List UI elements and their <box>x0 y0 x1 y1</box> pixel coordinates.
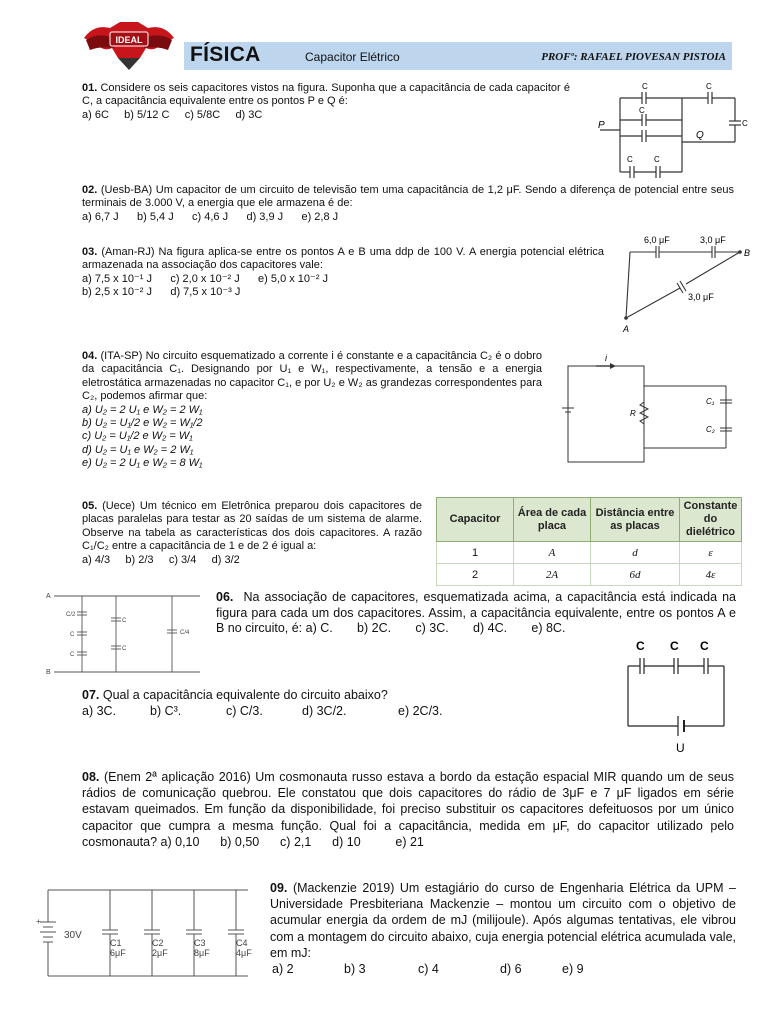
q9-text: (Mackenzie 2019) Um estagiário do curso de Engenharia Elétrica da UPM – Universidade Presbiteriana Mackenzie – montou um circuito com o objetivo de acumular energia da ordem de mJ (milijoule). Após algumas tentativas, ele vibrou com a montagem do circuito abaixo, cuja energia potencial elétrica acumulada vale, em mJ: <box>270 881 736 960</box>
q8-options: a) 0,10 b) 0,50 c) 2,1 d) 10 e) 21 <box>160 834 424 849</box>
subject-title: FÍSICA <box>190 43 261 66</box>
q1-number: 01. <box>82 82 98 94</box>
q1-label-c5: C <box>627 155 633 164</box>
q4-option-b: b) U₂ = U₁/2 e W₂ = W₁/2 <box>82 417 203 430</box>
question-5 <box>82 500 422 567</box>
q9-option-b: b) 3 <box>344 962 366 977</box>
q9-cap-value: 8μF <box>194 948 210 958</box>
logo-text: IDEAL <box>115 35 143 45</box>
q3-label-c3: 3,0 μF <box>688 292 714 302</box>
question-2 <box>82 184 734 224</box>
q8-number: 08. <box>82 770 100 784</box>
table-cell: 6d <box>591 564 680 586</box>
q9-cap-name: C2 <box>152 938 164 948</box>
q6-label-c-quarter: C/4 <box>180 630 190 636</box>
table-header: Capacitor <box>437 498 514 542</box>
q4-number: 04. <box>82 350 98 362</box>
school-logo <box>80 18 178 72</box>
q7-number: 07. <box>82 688 100 702</box>
table-cell: 1 <box>437 542 514 564</box>
q4-option-c: c) U₂ = U₁/2 e W₂ = W₁ <box>82 430 193 443</box>
q6-label-c: C <box>70 632 75 638</box>
q9-circuit-diagram <box>32 886 258 980</box>
q6-label-c: C <box>70 652 75 658</box>
question-3 <box>82 246 604 300</box>
q5-options: a) 4/3 b) 2/3 c) 3/4 d) 3/2 <box>82 553 240 566</box>
q3-options-line1: a) 7,5 x 10⁻¹ J c) 2,0 x 10⁻² J e) 5,0 x 10⁻² J <box>82 272 329 285</box>
q1-circuit-diagram <box>590 80 760 180</box>
q2-number: 02. <box>82 184 98 196</box>
q3-options-line2: b) 2,5 x 10⁻² J d) 7,5 x 10⁻³ J <box>82 286 241 299</box>
table-header: Distância entre as placas <box>591 498 680 542</box>
q7-option-d: d) 3C/2. <box>302 704 347 718</box>
q9-cap-value: 4μF <box>236 948 252 958</box>
q3-number: 03. <box>82 246 98 258</box>
q7-label-c2: C <box>670 639 679 653</box>
q9-option-d: d) 6 <box>500 962 522 977</box>
q4-label-c1: C₁ <box>706 397 715 406</box>
q3-text: (Aman-RJ) Na figura aplica-se entre os pontos A e B uma ddp de 100 V. A energia potencial elétrica armazenada na associação dos capacitores vale: <box>82 246 605 272</box>
q7-option-e: e) 2C/3. <box>398 704 443 718</box>
table-cell: d <box>591 542 680 564</box>
question-7 <box>82 687 602 719</box>
question-1 <box>82 82 570 122</box>
table-row <box>437 542 742 564</box>
q3-label-b: B <box>744 248 751 258</box>
table-header: Constante do dielétrico <box>680 498 742 542</box>
q7-option-b: b) C³. <box>150 704 182 718</box>
q8-text: (Enem 2ª aplicação 2016) Um cosmonauta russo estava a bordo da estação espacial MIR quando um de seus rádios de comunicação quebrou. Ele constatou que dois capacitores do rádio de 3μF e 7 μF ligados em série estavam queimados. Em função da disponibilidade, foi preciso substituir os capacitores defeituosos por um único capacitor que cumpra a mesma função. Qual foi a capacitância, medida em μF, do capacitor utilizado pelo cosmonauta? <box>82 770 734 849</box>
q4-circuit-diagram <box>560 352 750 464</box>
q6-circuit-diagram <box>44 588 208 680</box>
table-cell: 4ε <box>680 564 742 586</box>
teacher-name: PROFº: RAFAEL PIOVESAN PISTOIA <box>541 51 726 63</box>
q5-number: 05. <box>82 500 98 512</box>
q6-label-a: A <box>46 593 51 600</box>
question-4 <box>82 350 542 471</box>
q4-label-i: i <box>605 353 607 363</box>
q1-text: Considere os seis capacitores vistos na figura. Suponha que a capacitância de cada capacitor é C, a capacitância equivalente entre os pontos P e Q é: <box>82 82 570 108</box>
q4-option-e: e) U₂ = 2 U₁ e W₂ = 8 W₁ <box>82 457 203 470</box>
q4-label-r: R <box>630 409 636 418</box>
q1-label-c4: C <box>639 106 645 115</box>
q7-option-c: c) C/3. <box>226 704 263 718</box>
table-cell: A <box>514 542 591 564</box>
svg-text:+: + <box>36 917 41 926</box>
q2-text: (Uesb-BA) Um capacitor de um circuito de televisão tem uma capacitância de 1,2 μF. Sendo a diferença de potencial entre seus terminais de 3.000 V, a energia que ele armazena é de: <box>82 184 734 210</box>
q9-option-e: e) 9 <box>562 962 584 977</box>
q9-cap-name: C4 <box>236 938 248 948</box>
table-cell: ε <box>680 542 742 564</box>
q6-number: 06. <box>216 590 234 604</box>
table-row <box>437 564 742 586</box>
header-bar <box>184 42 732 70</box>
q6-label-b: B <box>46 669 51 676</box>
q6-label-c-half: C/2 <box>66 612 76 618</box>
q4-label-c2: C₂ <box>706 425 715 434</box>
q4-option-d: d) U₂ = U₁ e W₂ = 2 W₁ <box>82 443 194 456</box>
q7-text: Qual a capacitância equivalente do circuito abaixo? <box>102 688 388 702</box>
table-cell: 2A <box>514 564 591 586</box>
question-6 <box>216 590 736 637</box>
q1-label-q: Q <box>696 130 704 141</box>
q7-label-c1: C <box>636 639 645 653</box>
q5-capacitor-table <box>436 497 742 586</box>
q9-battery-label: 30V <box>64 930 82 941</box>
q3-label-c2: 3,0 μF <box>700 235 726 245</box>
q6-label-c: C <box>122 618 127 624</box>
q9-cap-value: 2μF <box>152 948 168 958</box>
q6-text: Na associação de capacitores, esquematizada acima, a capacitância está indicada na figura para cada um dos capacitores. Assim, a capacitância equivalente, entre os pontos A e B no circuito, é: <box>216 590 736 635</box>
q4-text: (ITA-SP) No circuito esquematizado a corrente i é constante e a capacitância C₂ é o dobro da capacitância C₁. Designando por U₁ e W₁, respectivamente, a tensão e a energia eletrostática armazenadas no capacitor C₁, e por U₂ e W₂ as grandezas correspondentes para C₂, podemos afirmar que: <box>82 350 543 403</box>
table-cell: 2 <box>437 564 514 586</box>
topic-title: Capacitor Elétrico <box>305 50 400 64</box>
q7-label-c3: C <box>700 639 709 653</box>
q2-options: a) 6,7 J b) 5,4 J c) 4,6 J d) 3,9 J e) 2,8 J <box>82 210 339 223</box>
q6-label-c: C <box>122 646 127 652</box>
q1-label-c6: C <box>654 155 660 164</box>
q9-cap-name: C1 <box>110 938 122 948</box>
q7-label-u: U <box>676 741 685 755</box>
q3-label-a: A <box>623 324 630 334</box>
q3-label-c1: 6,0 μF <box>644 235 670 245</box>
q7-option-a: a) 3C. <box>82 704 117 718</box>
q9-cap-value: 6μF <box>110 948 126 958</box>
question-8 <box>82 769 734 850</box>
q1-label-c1: C <box>642 82 648 91</box>
table-header-row <box>437 498 742 542</box>
q1-label-c2: C <box>706 82 712 91</box>
q7-circuit-diagram <box>618 634 736 756</box>
q5-text: (Uece) Um técnico em Eletrônica preparou dois capacitores de placas paralelas para testar as 20 saídas de um sistema de alarme. Observe na tabela as características dos dois capacitores. A razão C₁/C₂ entre a capacitância de 1 e de 2 é igual a: <box>82 500 422 553</box>
q9-option-a: a) 2 <box>272 962 294 977</box>
q6-options: a) C. b) 2C. c) 3C. d) 4C. e) 8C. <box>305 621 566 635</box>
question-9 <box>270 880 736 977</box>
q1-label-c3: C <box>742 119 748 128</box>
q9-number: 09. <box>270 881 288 895</box>
q1-label-p: P <box>598 120 605 131</box>
q1-options: a) 6C b) 5/12 C c) 5/8C d) 3C <box>82 108 263 121</box>
q3-circuit-diagram <box>616 232 762 336</box>
q9-cap-name: C3 <box>194 938 206 948</box>
q4-option-a: a) U₂ = 2 U₁ e W₂ = 2 W₁ <box>82 403 203 416</box>
q9-option-c: c) 4 <box>418 962 439 977</box>
table-header: Área de cada placa <box>514 498 591 542</box>
